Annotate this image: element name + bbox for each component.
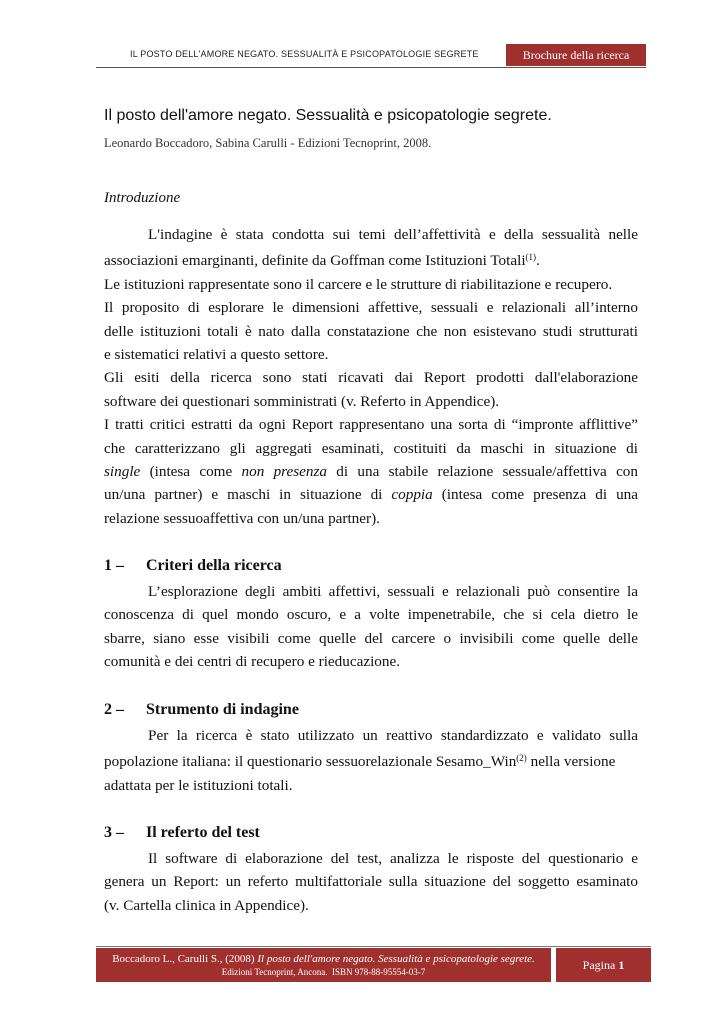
section-1-line4: comunità e dei centri di recupero e rieducazione. (104, 653, 401, 671)
section-1-body (104, 580, 638, 674)
section-3-heading: 3 – Il referto del test (104, 824, 260, 841)
page-number-box: Pagina 1 (556, 948, 651, 982)
footer-divider (96, 946, 651, 947)
section-1-heading: 1 – Criteri della ricerca (104, 557, 282, 574)
intro-heading: Introduzione (104, 190, 181, 206)
document-authors: Leonardo Boccadoro, Sabina Carulli - Edizioni Tecnoprint, 2008. (104, 136, 432, 150)
intro-p3-line1: Il proposito di esplorare le dimensioni affettive, sessuali e relazionali all’interno (104, 299, 638, 317)
intro-p4-line2: software dei questionari somministrati (v. Referto in Appendice). (104, 392, 500, 410)
section-1-line3: sbarre, siano esse visibili come quelle del carcere o invisibili come quelle delle (104, 629, 638, 647)
intro-p3-line2: delle istituzioni totali è nato dalla constatazione che non esistevano studi strutturati (104, 322, 638, 340)
footnote-ref-2: (2) (516, 753, 527, 764)
section-1-line1: L’esplorazione degli ambiti affettivi, sessuali e relazionali può consentire la (148, 583, 638, 600)
intro-p1-line2: associazioni emarginanti, definite da Goffman come Istituzioni Totali$^{(1)}$. (104, 252, 540, 270)
section-2-line2: popolazione italiana: il questionario sessuorelazionale Sesamo_Win$^{(2)}$ nella versione (104, 753, 616, 771)
section-2-line1: Per la ricerca è stato utilizzato un reattivo standardizzato e validato sulla (148, 727, 638, 744)
footer-citation (96, 948, 551, 982)
document-title: Il posto dell'amore negato. Sessualità e psicopatologie segrete. (104, 107, 552, 124)
brochure-badge: Brochure della ricerca (506, 44, 646, 66)
intro-p1-line1: L'indagine è stata condotta sui temi dell’affettività e della sessualità nelle (148, 226, 638, 243)
section-3-line3: (v. Cartella clinica in Appendice). (104, 896, 309, 914)
intro-p5-line4: un/una partner) e maschi in situazione di coppia (intesa come presenza di una (104, 486, 639, 504)
intro-p5-line2: che caratterizzano gli aggregati esaminati, costituiti da maschi in situazione di (104, 439, 638, 457)
page-number: 1 (618, 957, 625, 972)
section-1-line2: conoscenza di quel mondo oscuro, e a volte impenetrabile, che si cela dietro le (104, 606, 638, 624)
footer-citation-line1: Boccadoro L., Carulli S., (2008) Il posto dell'amore negato. Sessualità e psicopatologie segrete. (112, 953, 535, 965)
section-2-heading: 2 – Strumento di indagine (104, 701, 299, 718)
section-3-line1: Il software di elaborazione del test, analizza le risposte del questionario e (148, 850, 638, 867)
section-3-line2: genera un Report: un referto multifattoriale sulla situazione del soggetto esaminato (104, 873, 638, 891)
footer-citation-line2: Edizioni Tecnoprint, Ancona. ISBN 978-88-95554-03-7 (221, 967, 426, 977)
intro-p4-line1: Gli esiti della ricerca sono stati ricavati dai Report prodotti dall'elaborazione (104, 369, 638, 387)
section-2-body (104, 724, 638, 797)
section-3-body (104, 847, 638, 917)
header-divider (96, 67, 646, 68)
intro-p5-line3: single (intesa come non presenza di una stabile relazione sessuale/affettiva con (104, 463, 638, 481)
intro-body (104, 223, 638, 530)
section-2-line3: adattata per le istituzioni totali. (104, 776, 293, 794)
intro-p3-line3: e sistematici relativi a questo settore. (104, 346, 329, 364)
intro-p5-line1: I tratti critici estratti da ogni Report rappresentano una sorta di “impronte afflittive” (104, 416, 638, 434)
intro-p5-line5: relazione sessuoaffettiva con un/una partner). (104, 509, 380, 527)
running-header: IL POSTO DELL'AMORE NEGATO. SESSUALITÀ E PSICOPATOLOGIE SEGRETE (130, 49, 479, 59)
intro-p2: Le istituzioni rappresentate sono il carcere e le strutture di riabilitazione e recupero. (104, 275, 613, 293)
footnote-ref-1: (1) (525, 252, 537, 263)
